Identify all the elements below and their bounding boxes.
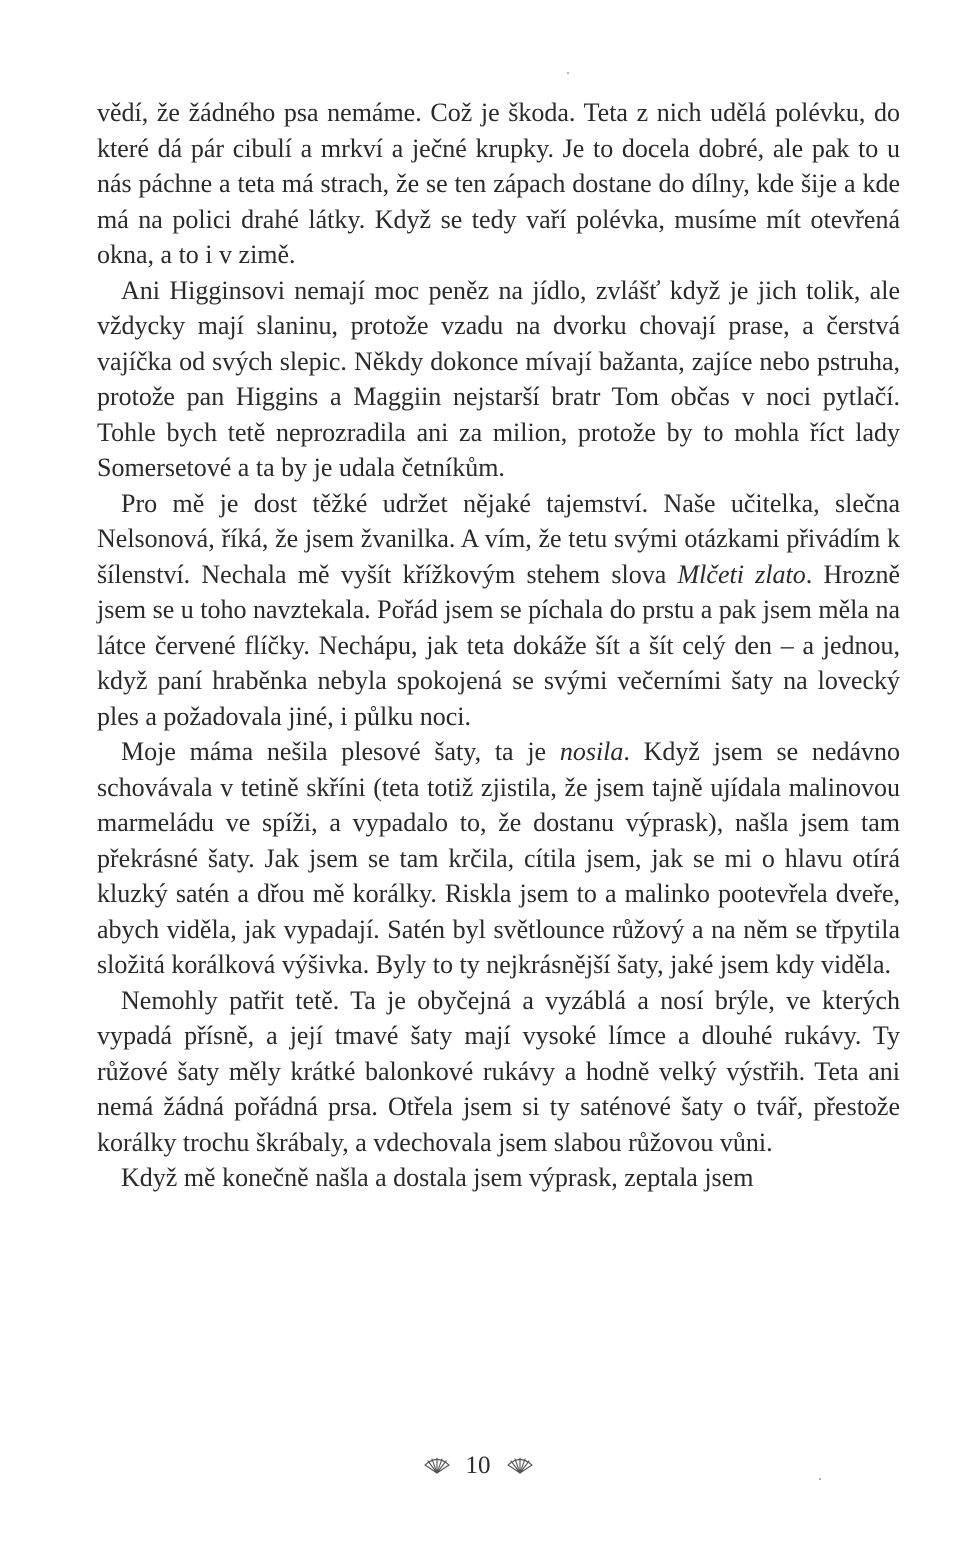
paragraph: [97, 95, 900, 273]
page-footer: [0, 1452, 956, 1480]
text-run: Moje máma nešila plesové šaty, ta je: [121, 737, 560, 766]
paragraph: [97, 273, 900, 486]
text-run: Pro mě je dost těžké udržet nějaké tajemství. Naše učitelka, slečna Nelsonová, říká, že jsem žvanilka. A vím, že tetu svými otázkami přivádím k šílenství. Nechala mě vyšít křížkovým stehem slova: [97, 488, 900, 589]
text-run: . Hrozně jsem se u toho navztekala. Pořád jsem se píchala do prstu a pak jsem měla na látce červené flíčky. Nechápu, jak teta dokáže šít a šít celý den – a jednou, když paní hraběnka nebyla spokojená se svými večerními šaty na lovecký ples a požadovala jiné, i půlku noci.: [97, 559, 900, 731]
paper-speck: [819, 1478, 821, 1480]
paragraph: [97, 983, 900, 1161]
text-run: Když mě konečně našla a dostala jsem výprask, zeptala jsem: [121, 1163, 754, 1192]
shell-ornament-icon: [422, 1456, 452, 1476]
text-run: . Když jsem se nedávno schovávala v tetině skříni (teta totiž zjistila, že jsem tajně ujídala malinovou marmeládu ve spíži, a vypadalo to, že dostanu výprask), našla jsem tam překrásné šaty. Jak jsem se tam krčila, cítila jsem, jak se mi o hlavu otírá kluzký satén a dřou mě korálky. Riskla jsem to a malinko pootevřela dveře, abych viděla, jak vypadají. Satén byl světlounce růžový a na něm se třpytila složitá korálková výšivka. Byly to ty nejkrásnější šaty, jaké jsem kdy viděla.: [97, 737, 900, 979]
paper-speck: [567, 72, 569, 74]
italic-text: nosila: [559, 737, 624, 766]
page-number: 10: [465, 1452, 491, 1479]
text-run: vědí, že žádného psa nemáme. Což je škoda. Teta z nich udělá polévku, do které dá pár cibulí a mrkví a ječné krupky. Je to docela dobré, ale pak to u nás páchne a teta má strach, že se ten zápach dostane do dílny, kde šije a kde má na polici drahé látky. Když se tedy vaří polévka, musíme mít otevřená okna, a to i v zimě.: [97, 98, 900, 269]
book-page: [97, 95, 900, 1196]
paragraph: [97, 1160, 900, 1196]
shell-ornament-icon: [505, 1456, 535, 1476]
italic-text: Mlčeti zlato: [677, 559, 806, 589]
paragraph: [97, 486, 900, 735]
paragraph: [97, 734, 900, 983]
text-body: [97, 95, 900, 1196]
text-run: Nemohly patřit tetě. Ta je obyčejná a vyzáblá a nosí brýle, ve kterých vypadá přísně, a její tmavé šaty mají vysoké límce a dlouhé rukávy. Ty růžové šaty měly krátké balonkové rukávy a hodně velký výstřih. Teta ani nemá žádná pořádná prsa. Otřela jsem si ty saténové šaty o tvář, přestože korálky trochu škrábaly, a vdechovala jsem slabou růžovou vůni.: [97, 985, 900, 1157]
text-run: Ani Higginsovi nemají moc peněz na jídlo, zvlášť když je jich tolik, ale vždycky mají slaninu, protože vzadu na dvorku chovají prase, a čerstvá vajíčka od svých slepic. Někdy dokonce mívají bažanta, zajíce nebo pstruha, protože pan Higgins a Maggiin nejstarší bratr Tom občas v noci pytlačí. Tohle bych tetě neprozradila ani za milion, protože by to mohla říct lady Somersetové a ta by je udala četníkům.: [97, 275, 900, 482]
